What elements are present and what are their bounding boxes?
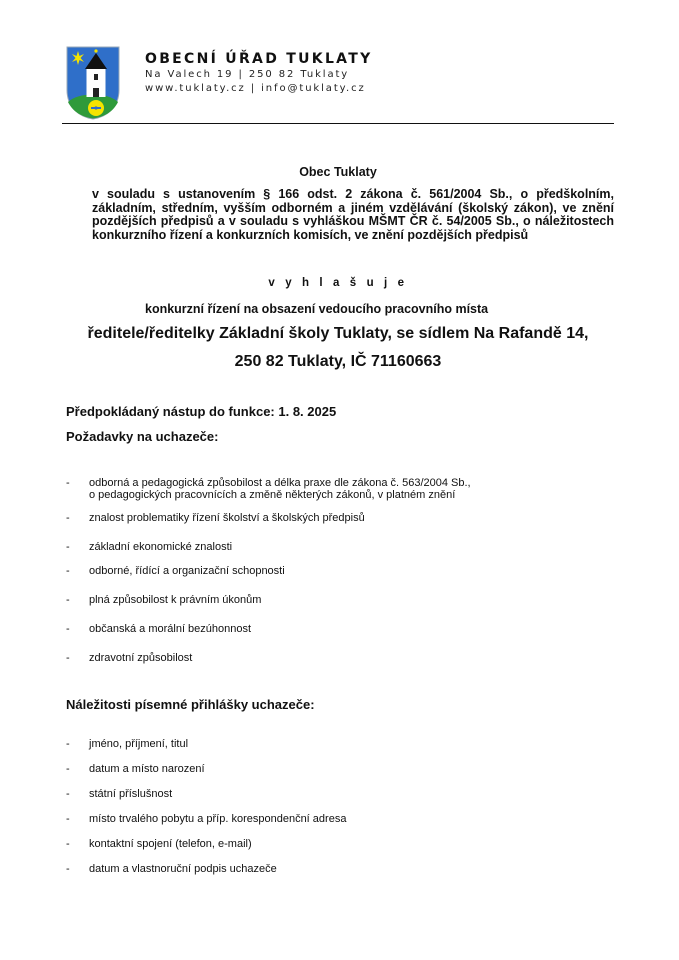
bullet-dash: -	[66, 594, 70, 607]
bullet-dash: -	[66, 652, 70, 665]
bullet-dash: -	[66, 477, 70, 489]
application-heading: Náležitosti písemné přihlášky uchazeče:	[66, 697, 315, 712]
list-item	[66, 623, 626, 635]
list-item-text: odborná a pedagogická způsobilost a délka praxe dle zákona č. 563/2004 Sb.,	[89, 477, 471, 489]
list-item	[66, 738, 626, 750]
position-title-line-2: 250 82 Tuklaty, IČ 71160663	[234, 353, 442, 370]
start-date: Předpokládaný nástup do funkce: 1. 8. 2025	[66, 404, 337, 419]
issuer-heading: Obec Tuklaty	[299, 165, 377, 179]
tender-subject: konkurzní řízení na obsazení vedoucího pracovního místa	[145, 302, 489, 316]
requirements-heading: Požadavky na uchazeče:	[66, 429, 219, 444]
bullet-dash: -	[66, 565, 70, 578]
bullet-dash: -	[66, 838, 70, 850]
list-item-text: občanská a morální bezúhonnost	[89, 623, 252, 636]
list-item	[66, 763, 626, 775]
list-item	[66, 477, 626, 502]
list-item-text: základní ekonomické znalosti	[89, 540, 233, 553]
list-item-text: odborné, řídící a organizační schopnosti	[89, 565, 285, 578]
organization-address: Na Valech 19 | 250 82 Tuklaty	[145, 69, 350, 80]
bullet-dash: -	[66, 763, 70, 775]
list-item-text: plná způsobilost k právním úkonům	[89, 594, 262, 607]
list-item-text: znalost problematiky řízení školství a školských předpisů	[89, 511, 365, 524]
list-item-text: kontaktní spojení (telefon, e-mail)	[89, 838, 252, 850]
list-item	[66, 813, 626, 825]
list-item-text: datum a místo narození	[89, 763, 205, 775]
list-item	[66, 594, 626, 606]
list-item-text-continued: o pedagogických pracovnících a změně některých zákonů, v platném znění	[89, 489, 456, 502]
bullet-dash: -	[66, 738, 70, 750]
list-item	[66, 863, 626, 875]
list-item	[66, 788, 626, 800]
organization-contact: www.tuklaty.cz | info@tuklaty.cz	[145, 83, 366, 94]
list-item	[66, 512, 626, 524]
list-item-text: místo trvalého pobytu a příp. korespondenční adresa	[89, 813, 347, 825]
organization-name: OBECNÍ ÚŘAD TUKLATY	[145, 51, 373, 67]
bullet-dash: -	[66, 511, 70, 524]
list-item	[66, 565, 626, 577]
list-item	[66, 541, 626, 553]
position-title-line-1: ředitele/ředitelky Základní školy Tuklaty, se sídlem Na Rafandě 14,	[87, 325, 589, 342]
bullet-dash: -	[66, 813, 70, 825]
list-item-text: datum a vlastnoruční podpis uchazeče	[89, 863, 277, 875]
coat-of-arms-icon	[66, 46, 120, 120]
letterhead	[145, 50, 373, 96]
bullet-dash: -	[66, 788, 70, 800]
legal-preamble: v souladu s ustanovením § 166 odst. 2 zákona č. 561/2004 Sb., o předškolním, základním, středním, vyšším odborném a jiném vzdělávání (školský zákon), ve znění pozdějších předpisů a v souladu s vyhláškou MŠMT ČR č. 54/2005 Sb., o náležitostech konkurzního řízení a konkurzních komisích, ve znění pozdějších předpisů	[92, 187, 614, 242]
application-requirements-list	[66, 738, 626, 875]
list-item-text: zdravotní způsobilost	[89, 652, 193, 665]
announcement-verb: v y h l a š u j e	[268, 277, 408, 289]
list-item-text: státní příslušnost	[89, 788, 173, 800]
bullet-dash: -	[66, 623, 70, 636]
list-item	[66, 652, 626, 664]
list-item	[66, 838, 626, 850]
bullet-dash: -	[66, 863, 70, 875]
requirements-list	[66, 477, 626, 665]
list-item-text: jméno, příjmení, titul	[89, 738, 189, 750]
bullet-dash: -	[66, 540, 70, 553]
header-divider	[62, 123, 614, 124]
position-title	[62, 320, 614, 376]
